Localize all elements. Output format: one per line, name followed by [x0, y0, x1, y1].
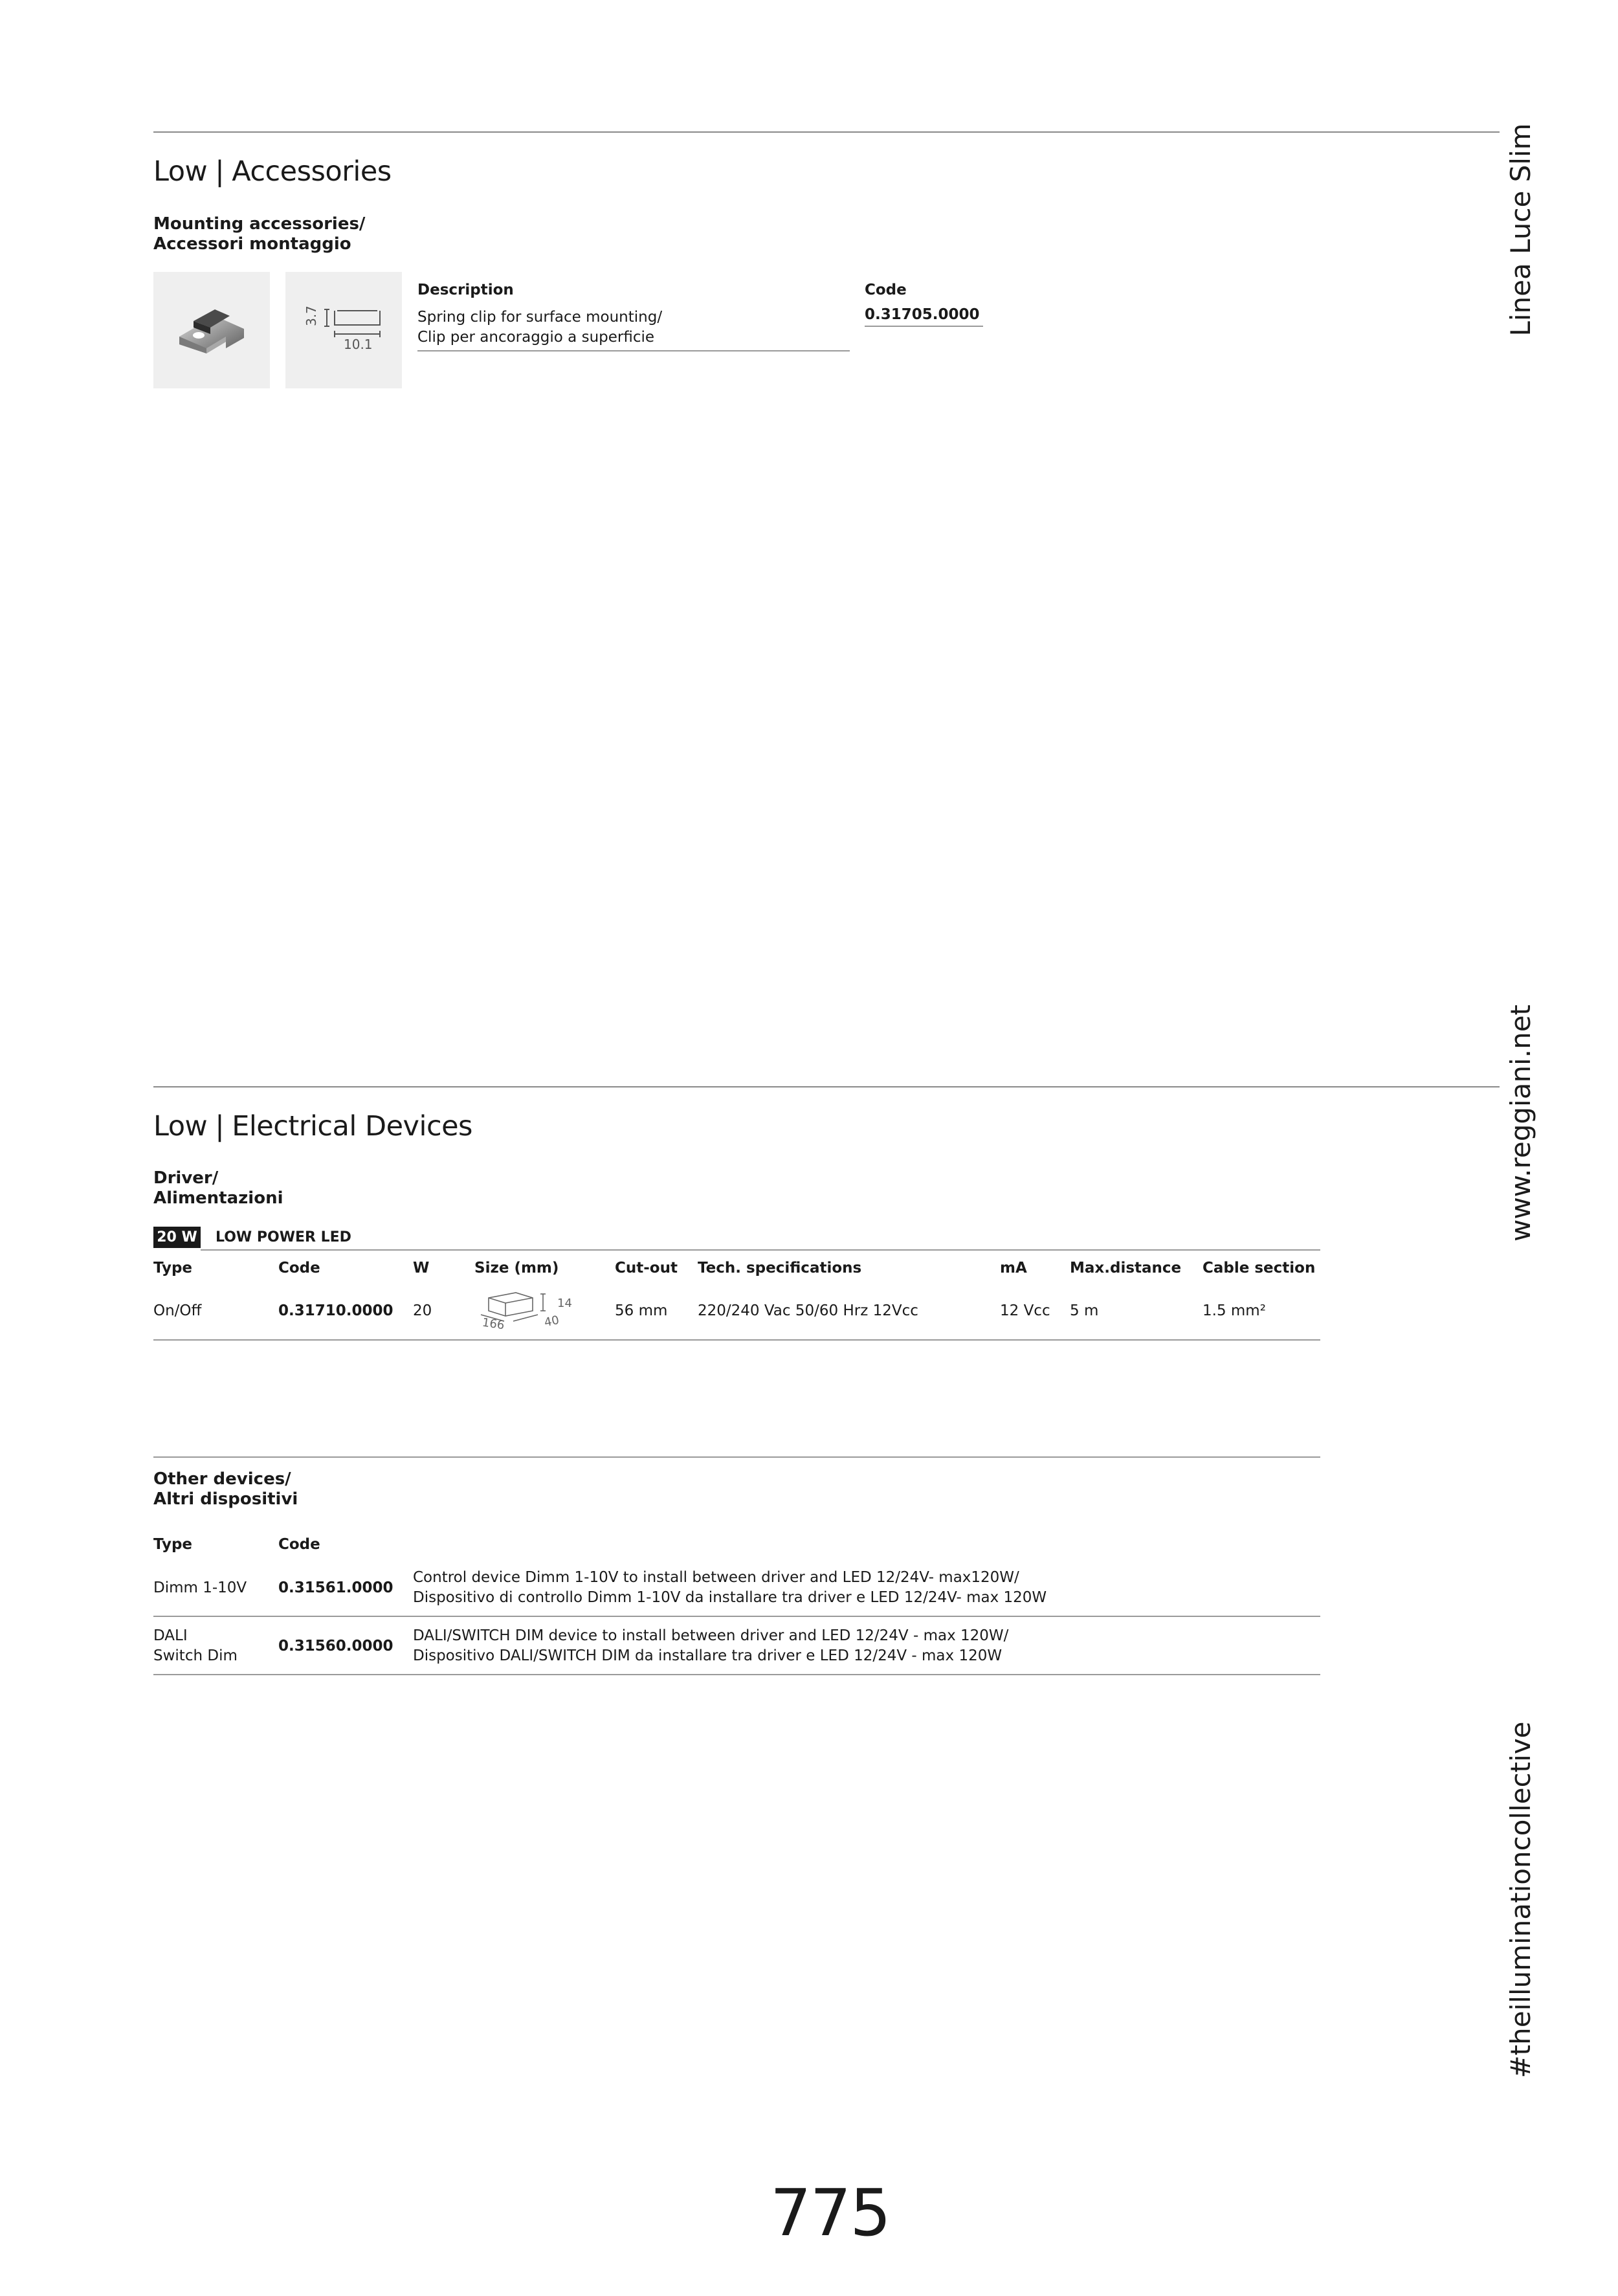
other-row2-type: DALI Switch Dim — [153, 1627, 238, 1664]
driver-tech: 220/240 Vac 50/60 Hrz 12Vcc — [698, 1302, 918, 1319]
other-row1-rule — [153, 1616, 1320, 1617]
electrical-divider — [153, 1086, 1500, 1087]
low-power-led-label: LOW POWER LED — [216, 1229, 351, 1245]
power-badge: 20 W — [153, 1227, 201, 1248]
driver-type: On/Off — [153, 1302, 202, 1319]
col-tech: Tech. specifications — [698, 1260, 862, 1276]
other-row1-description: Control device Dimm 1-10V to install between driver and LED 12/24V- max120W/ Dispositivo di controllo Dimm 1-10V da installare tra driver e LED 12/24V- max 120W — [413, 1569, 1047, 1606]
code-header: Code — [865, 282, 907, 298]
sidebar-website: www.reggiani.net — [1505, 1004, 1536, 1242]
col-ma: mA — [1000, 1260, 1027, 1276]
driver-w: 20 — [413, 1302, 432, 1319]
driver-cable-section: 1.5 mm² — [1202, 1302, 1266, 1319]
col-cable-section: Cable section — [1202, 1260, 1316, 1276]
driver-size-drawing — [476, 1285, 579, 1333]
other-devices-title: Other devices/ Altri dispositivi — [153, 1469, 298, 1509]
description-header: Description — [417, 282, 514, 298]
col-type: Type — [153, 1260, 193, 1276]
other-row2-code: 0.31560.0000 — [278, 1638, 393, 1655]
mounting-accessories-subtitle: Mounting accessories/ Accessori montaggio — [153, 214, 366, 254]
col-size: Size (mm) — [474, 1260, 559, 1276]
other-row2-rule — [153, 1674, 1320, 1675]
page-number: 775 — [770, 2175, 890, 2251]
other-row1-type: Dimm 1-10V — [153, 1579, 247, 1596]
description-underline — [417, 350, 850, 351]
driver-max-distance: 5 m — [1070, 1302, 1099, 1319]
driver-table-bottom-rule — [153, 1339, 1320, 1341]
col-w: W — [413, 1260, 430, 1276]
accessory-description: Spring clip for surface mounting/ Clip per ancoraggio a superficie — [417, 309, 663, 346]
sidebar-hashtag: #theilluminationcollective — [1505, 1721, 1536, 2079]
spring-clip-drawing — [285, 272, 402, 388]
drawing-height-label: 3.7 — [303, 306, 319, 326]
col-max-distance: Max.distance — [1070, 1260, 1182, 1276]
other-col-code: Code — [278, 1536, 320, 1553]
driver-subtitle: Driver/ Alimentazioni — [153, 1168, 283, 1208]
accessory-code: 0.31705.0000 — [865, 306, 980, 323]
electrical-title: Low | Electrical Devices — [153, 1110, 472, 1142]
size-length-label: 166 — [481, 1315, 505, 1333]
sidebar-product-line: Linea Luce Slim — [1505, 123, 1536, 337]
col-code: Code — [278, 1260, 320, 1276]
col-cutout: Cut-out — [615, 1260, 678, 1276]
drawing-width-label: 10.1 — [344, 337, 373, 352]
other-row1-code: 0.31561.0000 — [278, 1579, 393, 1596]
other-row2-description: DALI/SWITCH DIM device to install between driver and LED 12/24V - max 120W/ Dispositivo DALI/SWITCH DIM da installare tra driver e LED 12/24V - max 120W — [413, 1627, 1009, 1664]
driver-cutout: 56 mm — [615, 1302, 668, 1319]
code-underline — [865, 326, 983, 327]
top-divider — [153, 131, 1500, 133]
driver-ma: 12 Vcc — [1000, 1302, 1050, 1319]
size-height-label: 14 — [557, 1297, 572, 1310]
driver-code: 0.31710.0000 — [278, 1302, 393, 1319]
driver-table-top-rule — [201, 1249, 1320, 1251]
other-devices-divider — [153, 1456, 1320, 1458]
accessories-title: Low | Accessories — [153, 155, 392, 188]
other-col-type: Type — [153, 1536, 193, 1553]
spring-clip-photo — [153, 272, 270, 388]
size-width-label: 40 — [543, 1313, 560, 1330]
